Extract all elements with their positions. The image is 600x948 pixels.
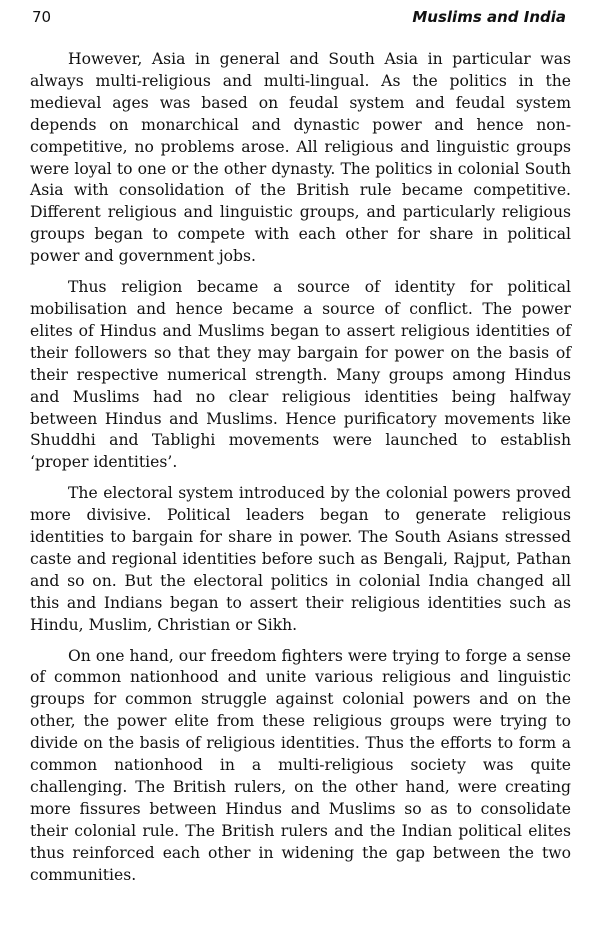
page-header — [32, 8, 566, 30]
body-text — [30, 49, 571, 896]
paragraph-4: On one hand, our freedom fighters were trying to forge a sense of common nationhood and unite various religious and linguistic groups for common struggle against colonial powers and on the other, the power elite from these religious groups were trying to divide on the basis of religious identities. Thus the efforts to form a common nationhood in a multi-religious society was quite challenging. The British rulers, on the other hand, were creating more fissures between Hindus and Muslims so as to consolidate their colonial rule. The British rulers and the Indian political elites thus reinforced each other in widening the gap between the two communities. — [30, 646, 571, 884]
running-title: Muslims and India — [412, 8, 566, 26]
paragraph-1: However, Asia in general and South Asia in particular was always multi-religious and multi-lingual. As the politics in the medieval ages was based on feudal system and feudal system depends on monarchical and dynastic power and hence non-competitive, no problems arose. All religious and linguistic groups were loyal to one or the other dynasty. The politics in colonial South Asia with consolidation of the British rule became competitive. Different religious and linguistic groups, and particularly religious groups began to compete with each other for share in political power and government jobs. — [30, 50, 571, 266]
paragraph-2: Thus religion became a source of identity for political mobilisation and hence became a source of conflict. The power elites of Hindus and Muslims began to assert religious identities of their followers so that they may bargain for power on the basis of their respective numerical strength. Many groups among Hindus and Muslims had no clear religious identities being halfway between Hindus and Muslims. Hence purificatory movements like Shuddhi and Tablighi movements were launched to establish ‘proper identities’. — [30, 278, 571, 472]
paragraph-3: The electoral system introduced by the colonial powers proved more divisive. Political leaders began to generate religious identities to bargain for share in power. The South Asians stressed caste and regional identities before such as Bengali, Rajput, Pathan and so on. But the electoral politics in colonial India changed all this and Indians began to assert their religious identities such as Hindu, Muslim, Christian or Sikh. — [30, 484, 571, 634]
page-number: 70 — [32, 8, 52, 26]
